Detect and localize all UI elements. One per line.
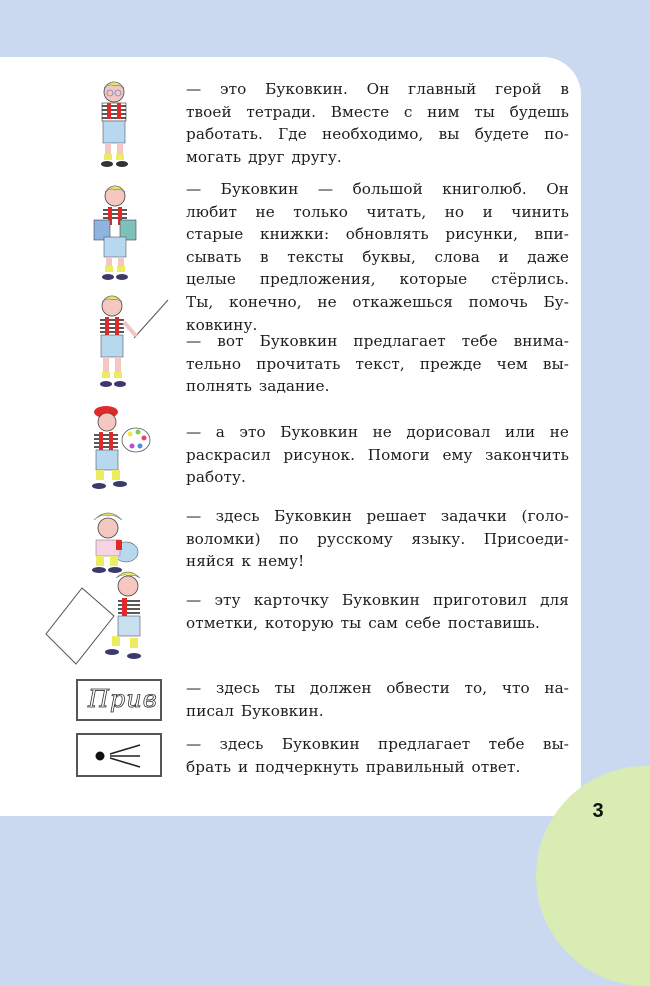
text-line: любит не только читать, но и чинить bbox=[186, 202, 569, 221]
text-line: отметки, которую ты сам себе поставишь. bbox=[186, 613, 540, 632]
bukovkin-pointer-icon bbox=[84, 292, 170, 396]
text-line: работать. Где необходимо, вы будете по- bbox=[186, 125, 569, 144]
trace-handwriting-icon bbox=[76, 679, 162, 721]
page-number: 3 bbox=[592, 800, 604, 822]
text-line: полнять задание. bbox=[186, 377, 330, 396]
bukovkin-artist-icon bbox=[82, 404, 152, 500]
text-line: брать и подчеркнуть правильный ответ. bbox=[186, 757, 521, 776]
text-line: твоей тетради. Вместе с ним ты будешь bbox=[186, 102, 569, 121]
entry-puzzles bbox=[186, 505, 569, 573]
entry-read-carefully bbox=[186, 330, 569, 398]
text-line: Ты, конечно, не откажешься помочь Бу- bbox=[186, 292, 569, 311]
text-line: — эту карточку Буковкин приготовил для bbox=[186, 591, 569, 609]
text-line: старые книжки: обновлять рисунки, впи- bbox=[186, 225, 569, 244]
text-line: работу. bbox=[186, 468, 246, 487]
text-line: целые предложения, которые стёрлись. bbox=[186, 270, 569, 289]
text-line: тельно прочитать текст, прежде чем вы- bbox=[186, 354, 569, 373]
text-line: — вот Буковкин предлагает тебе внима- bbox=[186, 332, 569, 350]
dot-lines-icon bbox=[78, 735, 160, 775]
text-line: — это Буковкин. Он главный герой в bbox=[186, 80, 569, 98]
text-line: — а это Буковкин не дорисовал или не bbox=[186, 423, 569, 441]
text-line: ковкину. bbox=[186, 315, 258, 334]
entry-grade-card bbox=[186, 589, 569, 634]
entry-book-lover bbox=[186, 178, 569, 336]
entry-trace bbox=[186, 677, 569, 722]
entry-intro bbox=[186, 78, 569, 168]
entry-choose-answer bbox=[186, 733, 569, 778]
choose-answer-icon bbox=[76, 733, 162, 777]
text-line: раскрасил рисунок. Помоги ему закончить bbox=[186, 445, 569, 464]
text-line: воломки) по русскому языку. Присоеди- bbox=[186, 529, 569, 548]
text-line: сывать в тексты буквы, слова и даже bbox=[186, 247, 569, 266]
text-line: — Буковкин — большой книголюб. Он bbox=[186, 180, 569, 198]
text-line: — здесь ты должен обвести то, что на- bbox=[186, 679, 569, 697]
text-line: могать друг другу. bbox=[186, 147, 342, 166]
bukovkin-standing-icon bbox=[92, 78, 136, 178]
text-line: писал Буковкин. bbox=[186, 701, 324, 720]
text-line: — здесь Буковкин решает задачки (голо- bbox=[186, 507, 569, 525]
text-line: — здесь Буковкин предлагает тебе вы- bbox=[186, 735, 569, 753]
bukovkin-card-icon bbox=[44, 568, 164, 672]
entry-drawing bbox=[186, 421, 569, 489]
handwriting-sample: Прив bbox=[88, 685, 158, 713]
bukovkin-books-icon bbox=[88, 182, 142, 286]
text-line: няйся к нему! bbox=[186, 552, 305, 571]
